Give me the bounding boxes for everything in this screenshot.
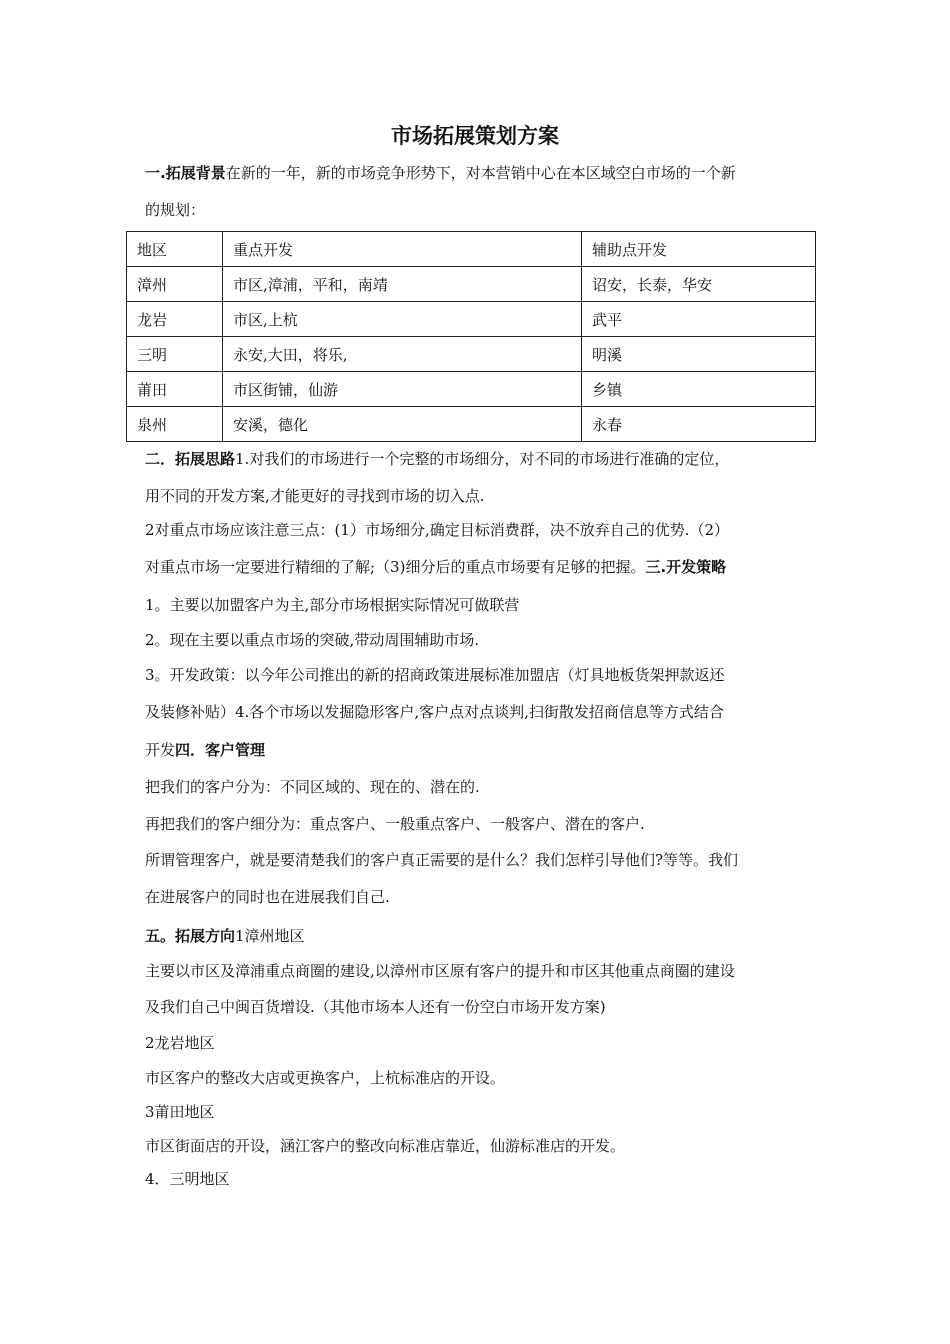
table-cell: 市区,上杭: [223, 302, 582, 337]
table-header-cell: 地区: [127, 232, 223, 267]
paragraph-line: 所谓管理客户，就是要清楚我们的客户真正需要的是什么？我们怎样引导他们?等等。我们: [145, 851, 739, 869]
table-cell: 泉州: [127, 407, 223, 442]
paragraph-line: 1。主要以加盟客户为主,部分市场根据实际情况可做联营: [145, 596, 520, 614]
section-1-heading: 一.拓展背景: [145, 164, 226, 182]
paragraph-line: 4．三明地区: [145, 1170, 230, 1188]
table-header-cell: 辅助点开发: [582, 232, 816, 267]
table-cell: 漳州: [127, 267, 223, 302]
paragraph-line: 2龙岩地区: [145, 1034, 215, 1052]
section-4-heading: 四．客户管理: [175, 741, 266, 759]
section-5-line: [145, 926, 815, 946]
section-5-text: 1漳州地区: [235, 927, 305, 945]
section-1-cont: 的规划：: [145, 201, 206, 219]
table-cell: 安溪，德化: [223, 407, 582, 442]
table-row: [127, 302, 816, 337]
paragraph-text: 对重点市场一定要进行精细的了解;（3)细分后的重点市场要有足够的把握。: [145, 558, 646, 576]
paragraph-line: [145, 557, 815, 577]
paragraph-line: 主要以市区及漳浦重点商圈的建设,以漳州市区原有客户的提升和市区其他重点商圈的建设: [145, 962, 735, 980]
section-2-heading: 二．拓展思路: [145, 450, 236, 468]
table-cell: 武平: [582, 302, 816, 337]
table-row: [127, 372, 816, 407]
paragraph-line: [145, 740, 815, 760]
table-header-row: [127, 232, 816, 267]
table-cell: 乡镇: [582, 372, 816, 407]
paragraph-line: 2对重点市场应该注意三点：(1）市场细分,确定目标消费群，决不放弃自己的优势.（2）: [145, 521, 730, 539]
section-1-text: 在新的一年，新的市场竞争形势下，对本营销中心在本区域空白市场的一个新: [225, 164, 736, 182]
document-title: 市场拓展策划方案: [391, 124, 559, 148]
table-row: [127, 407, 816, 442]
table-cell: 永安,大田，将乐,: [223, 337, 582, 372]
paragraph-line: 及装修补贴）4.各个市场以发掘隐形客户,客户点对点谈判,扫街散发招商信息等方式结合: [145, 703, 724, 721]
paragraph-line: 及我们自己中闽百货增设.（其他市场本人还有一份空白市场开发方案): [145, 998, 606, 1016]
table-cell: 龙岩: [127, 302, 223, 337]
table-cell: 诏安，长泰，华安: [582, 267, 816, 302]
section-2-text: 1.对我们的市场进行一个完整的市场细分，对不同的市场进行准确的定位，: [235, 450, 730, 468]
section-5-heading: 五。拓展方向: [145, 927, 236, 945]
paragraph-line: 2。现在主要以重点市场的突破,带动周围辅助市场.: [145, 631, 480, 649]
table-cell: 市区街铺，仙游: [223, 372, 582, 407]
section-1-line: [145, 163, 815, 183]
section-2-line: [145, 449, 815, 469]
paragraph-line: 市区街面店的开设，涵江客户的整改向标准店靠近，仙游标准店的开发。: [145, 1137, 626, 1155]
paragraph-line: 3莆田地区: [145, 1103, 215, 1121]
paragraph-text: 开发: [145, 741, 176, 759]
table-cell: 莆田: [127, 372, 223, 407]
paragraph-line: 3。开发政策：以今年公司推出的新的招商政策进展标准加盟店（灯具地板货架押款返还: [145, 666, 725, 684]
paragraph-line: 市区客户的整改大店或更换客户，上杭标准店的开设。: [145, 1069, 506, 1087]
table-cell: 三明: [127, 337, 223, 372]
table-cell: 明溪: [582, 337, 816, 372]
table-row: [127, 337, 816, 372]
paragraph-line: 把我们的客户分为：不同区域的、现在的、潜在的.: [145, 778, 480, 796]
table-cell: 永春: [582, 407, 816, 442]
paragraph-line: 用不同的开发方案,才能更好的寻找到市场的切入点.: [145, 487, 485, 505]
paragraph-line: 在进展客户的同时也在进展我们自己.: [145, 888, 390, 906]
table-header-cell: 重点开发: [223, 232, 582, 267]
table-row: [127, 267, 816, 302]
section-3-heading: 三.开发策略: [645, 558, 727, 576]
paragraph-line: 再把我们的客户细分为：重点客户、一般重点客户、一般客户、潜在的客户.: [145, 815, 645, 833]
table-cell: 市区,漳浦，平和，南靖: [223, 267, 582, 302]
region-table: [126, 231, 816, 442]
